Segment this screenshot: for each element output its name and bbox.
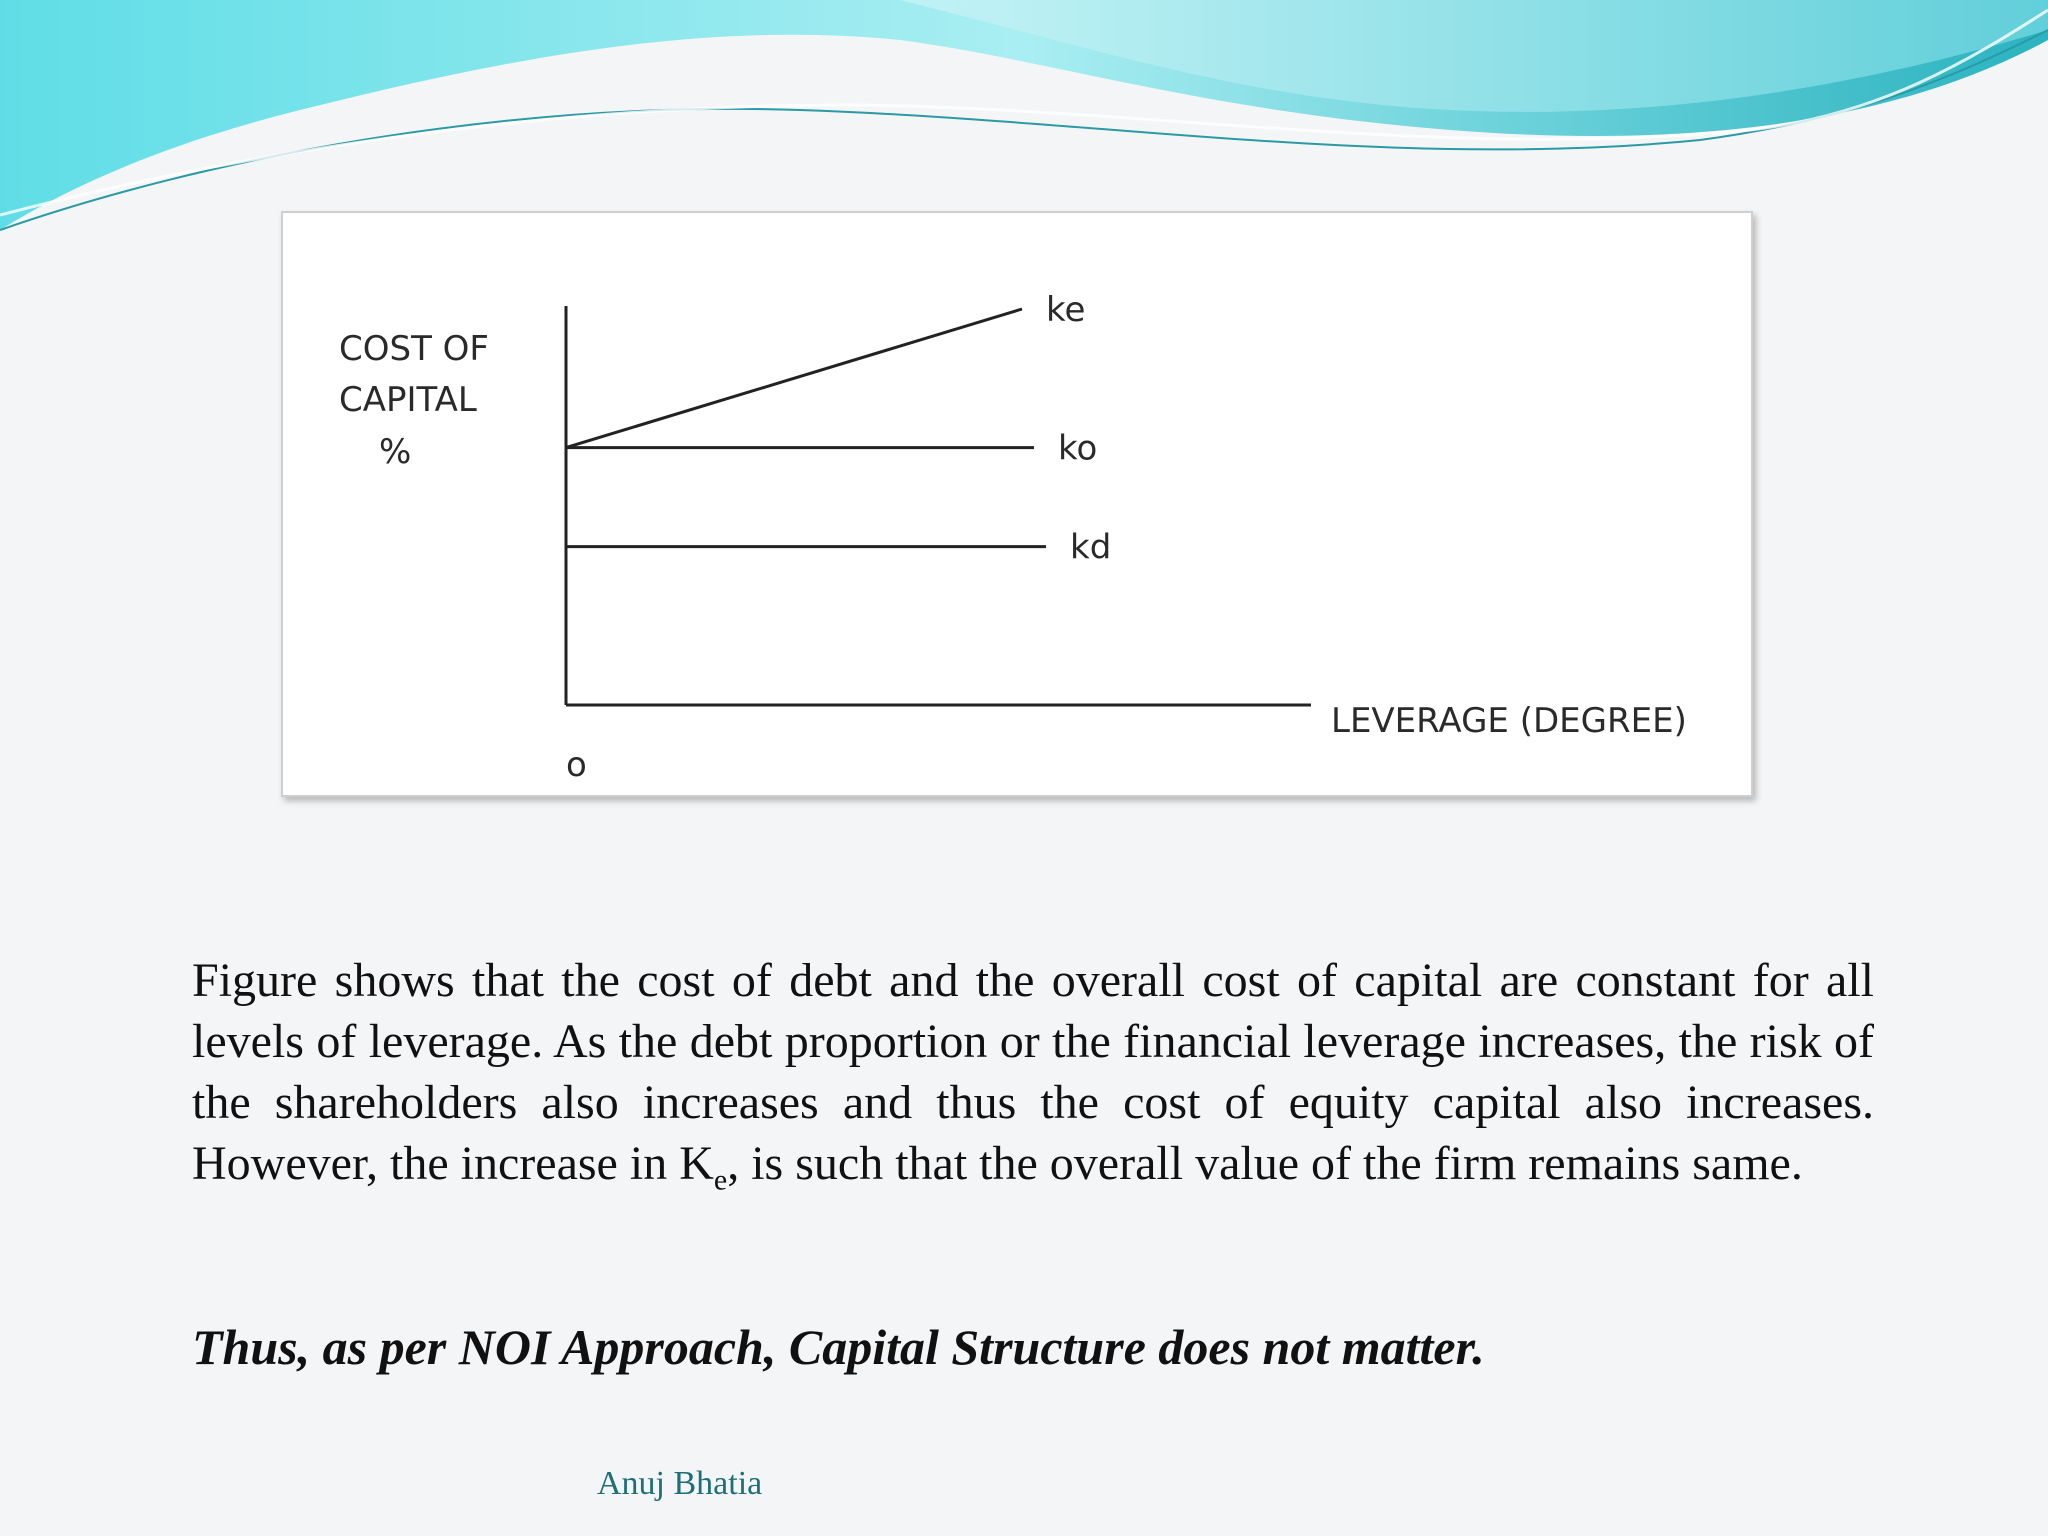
series-label-ko: ko (1058, 428, 1098, 469)
body-paragraph (192, 950, 1874, 1211)
chart-plot (283, 213, 1751, 795)
series-label-kd: kd (1070, 527, 1112, 568)
body-text-subscript: e (713, 1163, 728, 1197)
body-text-end: , is such that the overall value of the firm remains same. (727, 1137, 1803, 1190)
y-axis-label-line-2: CAPITAL (339, 380, 477, 420)
origin-label: o (566, 745, 587, 785)
chart-figure (281, 211, 1753, 797)
y-axis-label-line-1: COST OF (339, 329, 489, 369)
conclusion-text: Thus, as per NOI Approach, Capital Structure does not matter. (192, 1319, 1485, 1375)
y-axis-label-line-3: % (379, 432, 412, 472)
body-text-start: Figure shows that the cost of debt and the overall cost of capital are constant for all levels of leverage. As the debt proportion or the financial leverage increases, the risk of the shareholders also increases and thus the cost of equity capital also increases. However, the increase in K (192, 954, 1874, 1190)
footer-author: Anuj Bhatia (597, 1465, 763, 1502)
series-line-ke (566, 309, 1022, 448)
series-layer (566, 290, 1111, 568)
series-label-ke: ke (1046, 290, 1086, 330)
x-axis-label: LEVERAGE (DEGREE) (1331, 701, 1687, 741)
